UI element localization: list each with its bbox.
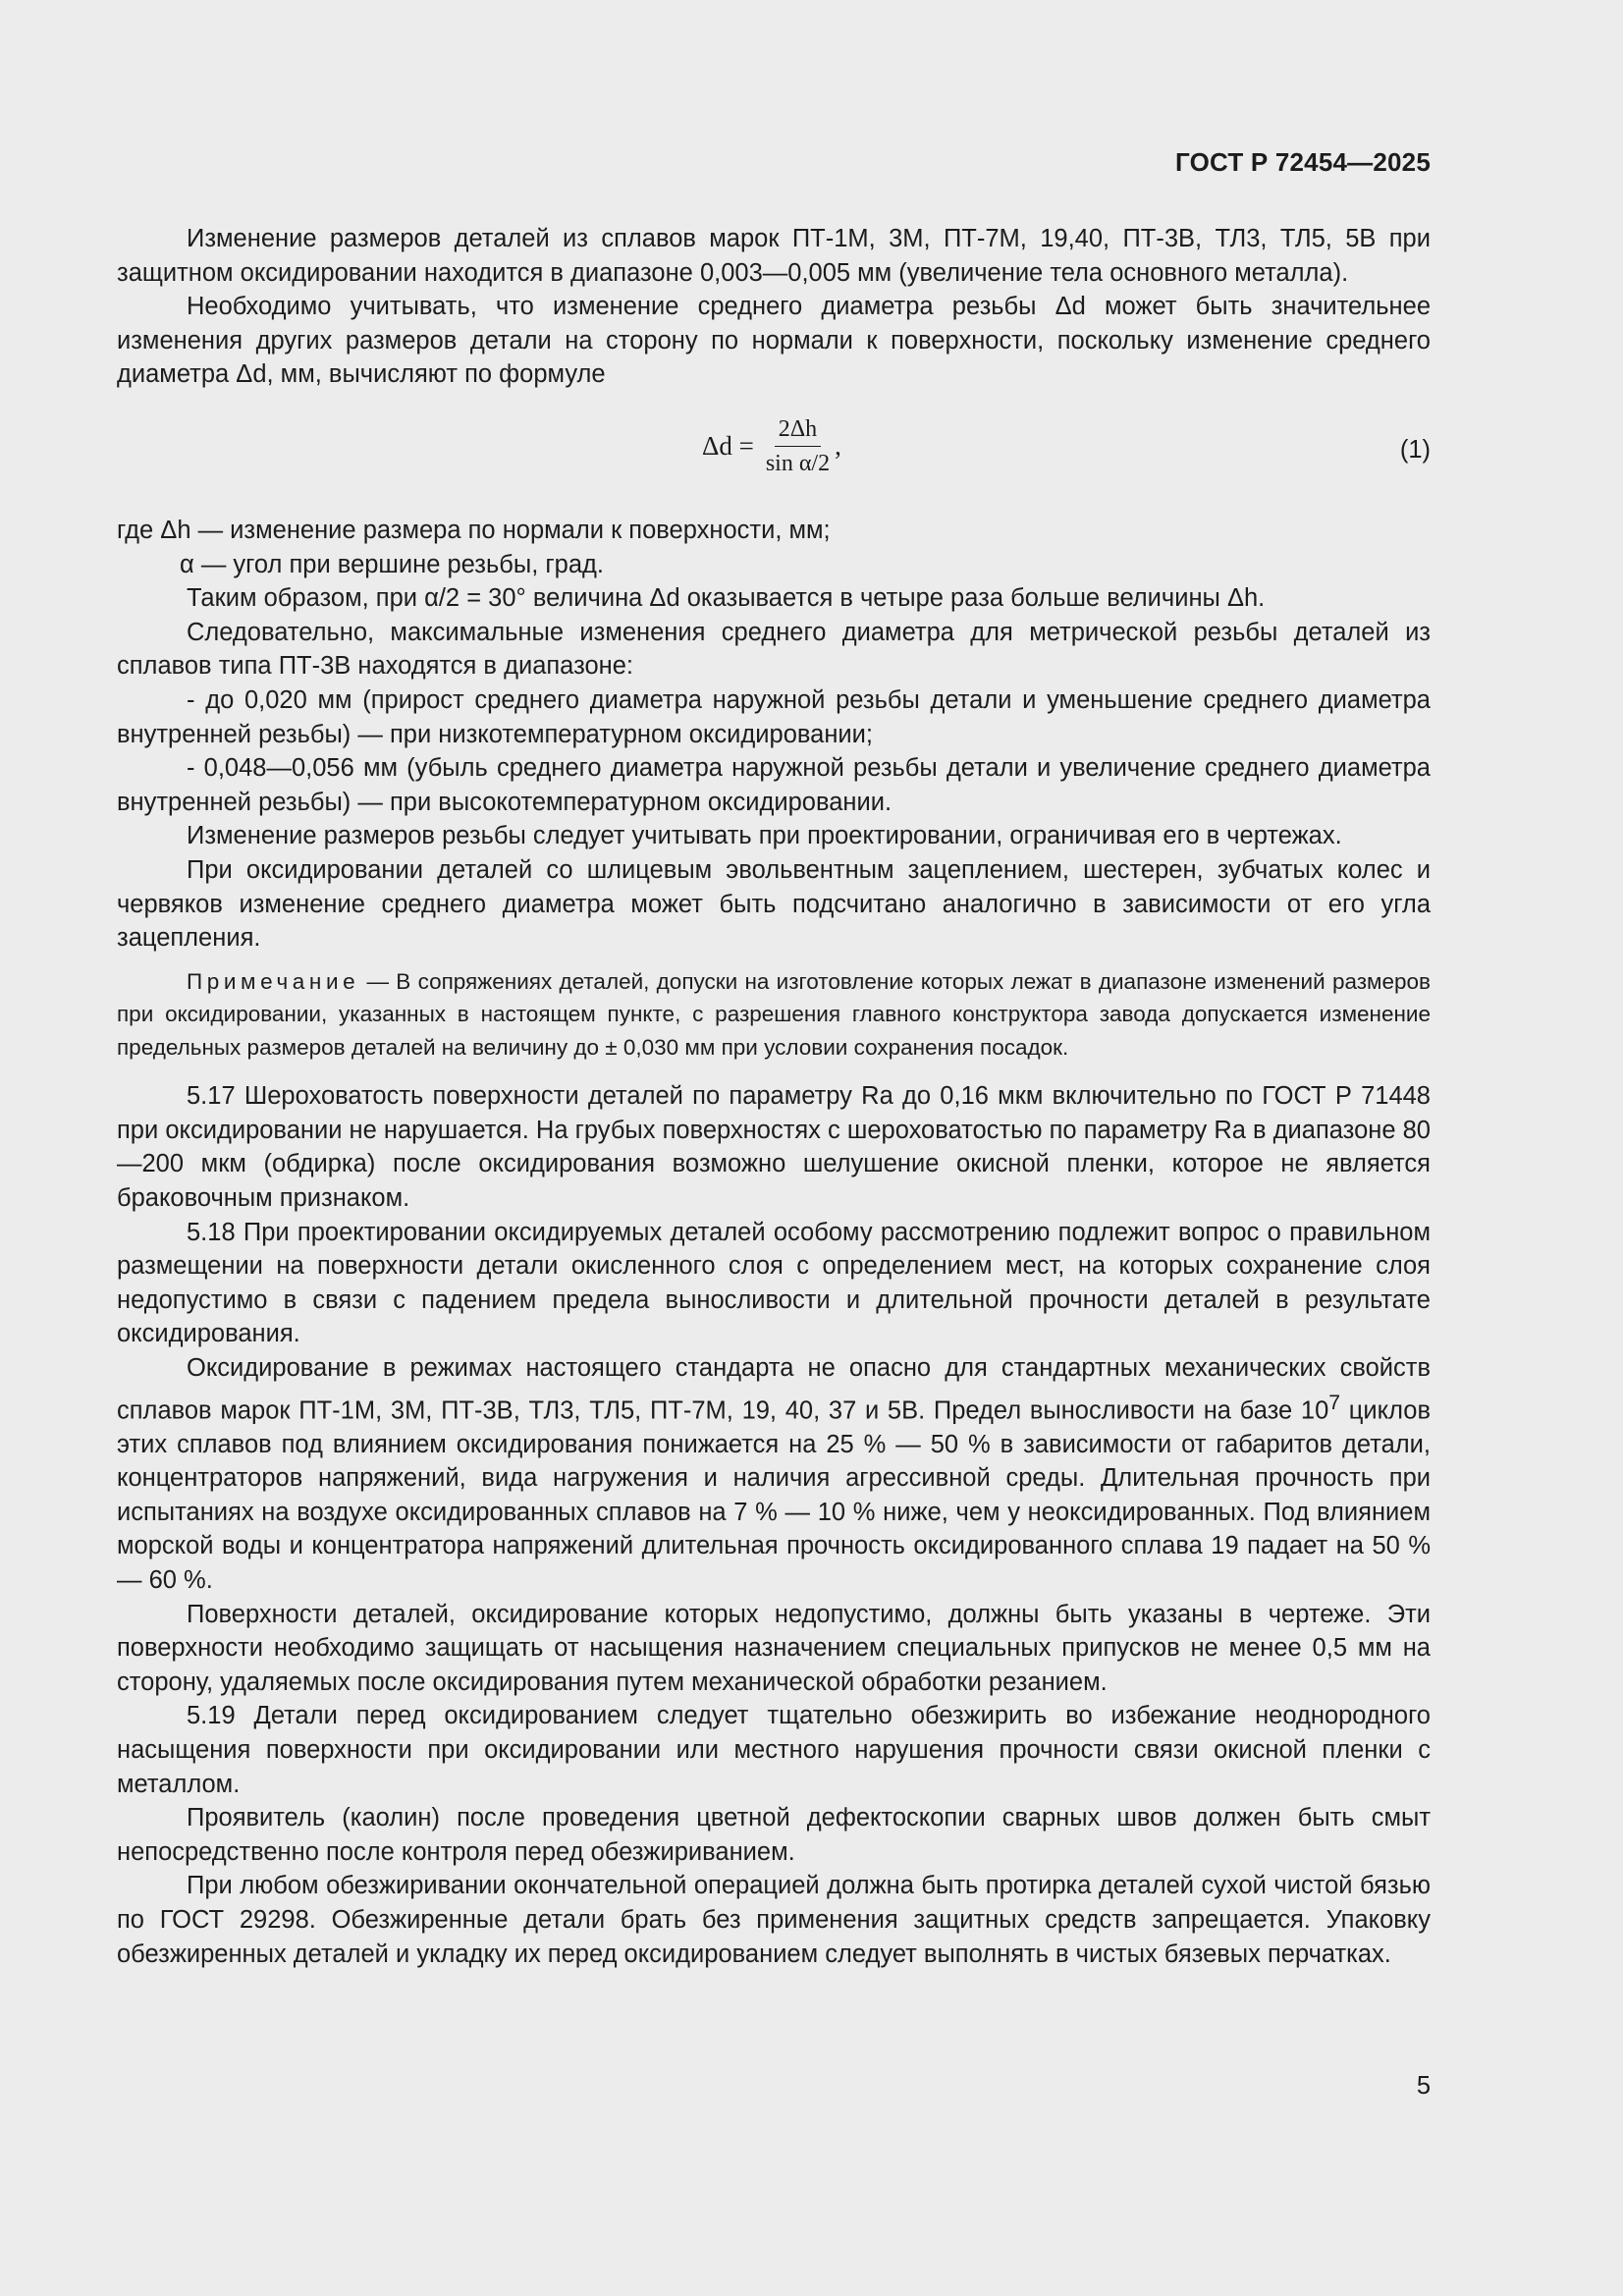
document-code: ГОСТ Р 72454—2025 bbox=[1175, 147, 1431, 177]
paragraph-fatigue-part-a: Оксидирование в режимах настоящего стандарта не опасно для стандартных механических свойств сплавов марок ПТ-1М, 3М, ПТ-3В, ТЛ3, ТЛ5, ПТ-7М, 19, 40, 37 и 5В. Предел выносливости на базе 10 bbox=[117, 1353, 1431, 1425]
paragraph-protected-surfaces: Поверхности деталей, оксидирование которых недопустимо, должны быть указаны в чертеже. Эти поверхности необходимо защищать от насыщения назначением специальных припусков не менее 0,5 мм на сторону, удаляемых после оксидирования путем механической обработки резанием. bbox=[117, 1600, 1431, 1696]
paragraph-thread-diameter: Необходимо учитывать, что изменение среднего диаметра резьбы Δd может быть значительнее изменения других размеров детали на сторону по нормали к поверхности, поскольку изменение среднего диаметра Δd, мм, вычисляют по формуле bbox=[117, 293, 1431, 389]
paragraph-size-change: Изменение размеров деталей из сплавов марок ПТ-1М, 3М, ПТ-7М, 19,40, ПТ-3В, ТЛ3, ТЛ5, 5В при защитном оксидировании находится в диапазоне 0,003—0,005 мм (увеличение тела основного металла). bbox=[117, 225, 1431, 287]
section-5-19: 5.19 Детали перед оксидированием следует тщательно обезжирить во избежание неоднородного насыщения поверхности при оксидировании или местного нарушения прочности связи окисной пленки с металлом. bbox=[117, 1702, 1431, 1798]
where-alpha: α — угол при вершине резьбы, град. bbox=[180, 550, 604, 578]
paragraph-ranges-intro: Следовательно, максимальные изменения среднего диаметра для метрической резьбы деталей из сплавов типа ПТ-3В находятся в диапазоне: bbox=[117, 618, 1431, 681]
note-text: — В сопряжениях деталей, допуски на изготовление которых лежат в диапазоне изменений размеров при оксидировании, указанных в настоящем пункте, с разрешения главного конструктора завода допускается изменение предельных размеров деталей на величину до ± 0,030 мм при условии сохранения посадок. bbox=[117, 968, 1431, 1060]
page-number: 5 bbox=[1416, 2072, 1431, 2100]
formula-denominator: sin α/2 bbox=[765, 450, 831, 476]
paragraph-fatigue-part-b: циклов этих сплавов под влиянием оксидирования понижается на 25 % — 50 % в зависимости от габаритов детали, концентраторов напряжений, вида нагружения и наличия агрессивной среды. Длительная прочность при испытаниях на воздухе оксидированных сплавов на 7 % — 10 % ниже, чем у неоксидированных. Под влиянием морской воды и концентратора напряжений длительная прочность оксидированного сплава 19 падает на 50 % — 60 %. bbox=[117, 1396, 1431, 1594]
paragraph-splines: При оксидировании деталей со шлицевым эвольвентным зацеплением, шестерен, зубчатых колес и червяков изменение среднего диаметра может быть подсчитано аналогично в зависимости от его угла зацепления. bbox=[117, 855, 1431, 953]
paragraph-design-note: Изменение размеров резьбы следует учитывать при проектировании, ограничивая его в чертежах. bbox=[187, 822, 1342, 850]
formula-lhs: Δd = bbox=[702, 431, 754, 462]
note-block bbox=[117, 965, 1431, 1065]
formula-block bbox=[117, 392, 1431, 514]
formula-numerator: 2Δh bbox=[775, 413, 821, 447]
formula-number: (1) bbox=[1399, 435, 1431, 464]
list-item-high-temp: - 0,048—0,056 мм (убыль среднего диаметра наружной резьбы детали и увеличение среднего диаметра внутренней резьбы) — при высокотемпературном оксидировании. bbox=[117, 754, 1431, 816]
paragraph-degreasing: При любом обезжиривании окончательной операцией должна быть протирка деталей сухой чистой бязью по ГОСТ 29298. Обезжиренные детали брать без применения защитных средств запрещается. Упаковку обезжиренных деталей и укладку их перед оксидированием следует выполнять в чистых бязевых перчатках. bbox=[117, 1872, 1431, 1968]
formula-comma: , bbox=[835, 431, 841, 462]
list-item-low-temp: - до 0,020 мм (прирост среднего диаметра наружной резьбы детали и уменьшение среднего диаметра внутренней резьбы) — при низкотемпературном оксидировании; bbox=[117, 685, 1431, 748]
paragraph-fatigue bbox=[117, 1351, 1431, 1598]
section-5-18: 5.18 При проектировании оксидируемых деталей особому рассмотрению подлежит вопрос о правильном размещении на поверхности детали окисленного слоя с определением мест, на которых сохранение слоя недопустимо в связи с падением предела выносливости и длительной прочности деталей в результате оксидирования. bbox=[117, 1218, 1431, 1348]
page-body bbox=[117, 222, 1431, 1971]
note-label: Примечание bbox=[187, 968, 360, 994]
exponent: 7 bbox=[1328, 1390, 1341, 1414]
formula-expression bbox=[702, 413, 841, 479]
paragraph-developer: Проявитель (каолин) после проведения цветной дефектоскопии сварных швов должен быть смыт непосредственно после контроля перед обезжириванием. bbox=[117, 1804, 1431, 1866]
where-delta-h: где Δh — изменение размера по нормали к поверхности, мм; bbox=[117, 516, 831, 544]
formula-fraction bbox=[762, 413, 834, 479]
section-5-17: 5.17 Шероховатость поверхности деталей по параметру Ra до 0,16 мкм включительно по ГОСТ Р 71448 при оксидировании не нарушается. На грубых поверхностях с шероховатостью по параметру Ra в диапазоне 80—200 мкм (обдирка) после оксидирования возможно шелушение окисной пленки, которое не является браковочным признаком. bbox=[117, 1082, 1431, 1212]
paragraph-conclusion: Таким образом, при α/2 = 30° величина Δd оказывается в четыре раза больше величины Δh. bbox=[187, 584, 1266, 613]
